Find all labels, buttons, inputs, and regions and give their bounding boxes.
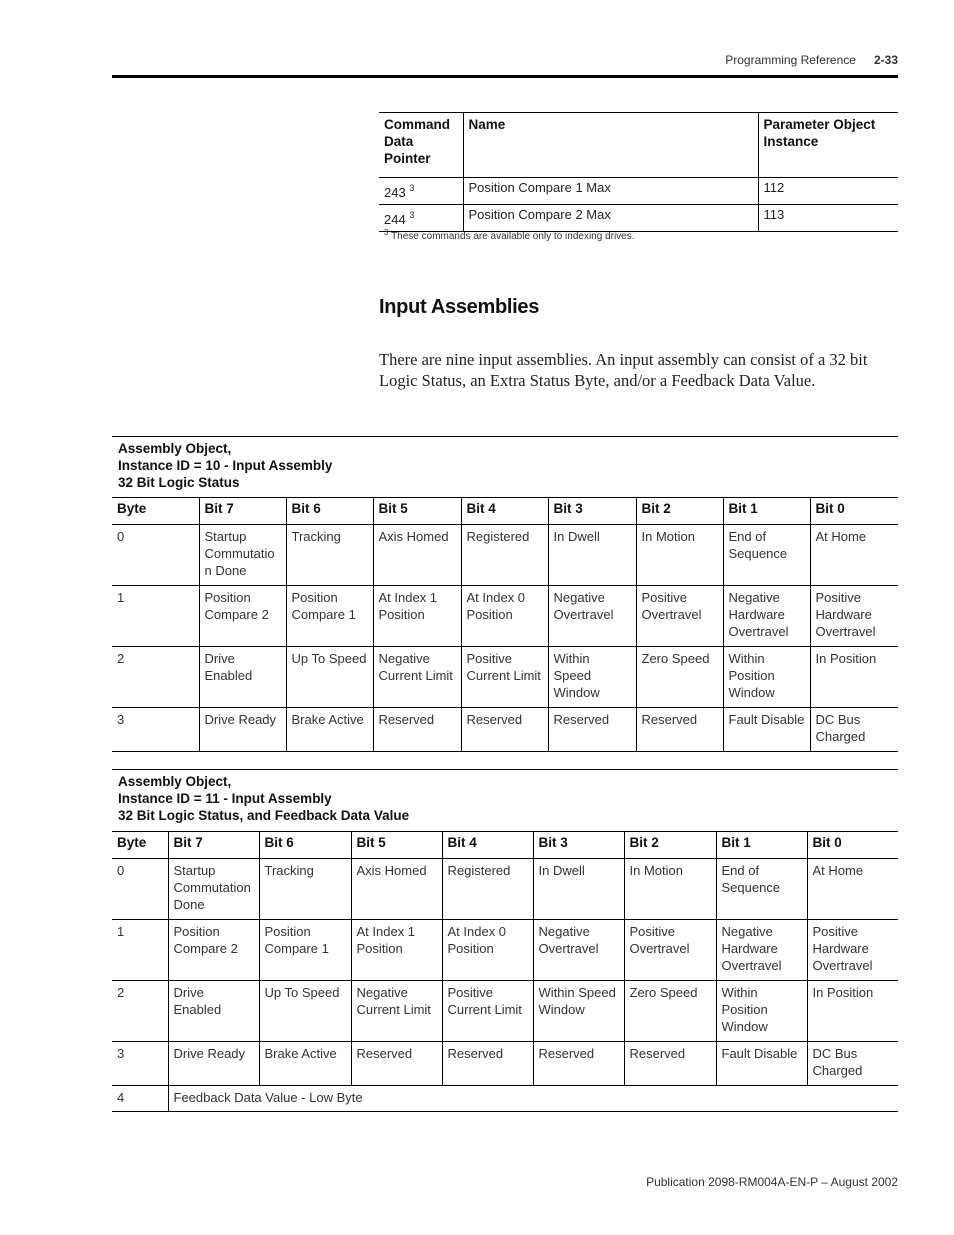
assembly-10-caption: Assembly Object, Instance ID = 10 - Input Assembly 32 Bit Logic Status	[112, 436, 898, 491]
col-header-bit1: Bit 1	[723, 498, 810, 525]
bit-cell: Zero Speed	[624, 981, 716, 1042]
bit-cell: At Home	[807, 859, 898, 920]
section-title: Input Assemblies	[379, 296, 540, 318]
assembly-10-table	[112, 497, 898, 752]
footnote-mark: 3	[409, 210, 415, 220]
bit-cell: Tracking	[286, 525, 373, 586]
table-row	[112, 586, 898, 647]
col-header-bit5: Bit 5	[351, 832, 442, 859]
table-row	[112, 981, 898, 1042]
bit-cell: Brake Active	[259, 1042, 351, 1086]
bit-cell: Positive Overtravel	[636, 586, 723, 647]
instance-cell: 113	[758, 205, 898, 232]
bit-cell: Negative Overtravel	[533, 920, 624, 981]
header-section: Programming Reference	[725, 53, 856, 67]
col-header-name: Name	[463, 113, 758, 178]
byte-cell: 2	[112, 647, 199, 708]
bit-cell: Reserved	[373, 708, 461, 752]
bit-cell: Axis Homed	[351, 859, 442, 920]
bit-cell: Negative Current Limit	[351, 981, 442, 1042]
col-header-bit5: Bit 5	[373, 498, 461, 525]
bit-cell: Registered	[442, 859, 533, 920]
bit-cell: Reserved	[548, 708, 636, 752]
table-row	[112, 920, 898, 981]
col-header-bit3: Bit 3	[548, 498, 636, 525]
page-number: 2-33	[873, 53, 898, 67]
assembly-11-caption: Assembly Object, Instance ID = 11 - Input Assembly 32 Bit Logic Status, and Feedback Data Value	[112, 769, 898, 824]
bit-cell: Within Speed Window	[548, 647, 636, 708]
bit-cell: Positive Current Limit	[442, 981, 533, 1042]
bit-cell: In Motion	[636, 525, 723, 586]
bit-cell: In Motion	[624, 859, 716, 920]
bit-cell: Within Position Window	[723, 647, 810, 708]
byte-cell: 0	[112, 525, 199, 586]
col-header-bit2: Bit 2	[624, 832, 716, 859]
byte-cell: 3	[112, 1042, 168, 1086]
col-header-bit6: Bit 6	[259, 832, 351, 859]
pointer-cell: 244 $^3$	[384, 210, 415, 227]
bit-cell: Negative Hardware Overtravel	[723, 586, 810, 647]
col-header-byte: Byte	[112, 498, 199, 525]
col-header-bit7: Bit 7	[199, 498, 286, 525]
table-row	[112, 1086, 898, 1112]
bit-cell: Brake Active	[286, 708, 373, 752]
bit-cell: Startup Commutatio n Done	[199, 525, 286, 586]
assembly-11-table	[112, 831, 898, 1112]
bit-cell: In Dwell	[548, 525, 636, 586]
bit-cell: Negative Current Limit	[373, 647, 461, 708]
bit-cell: Axis Homed	[373, 525, 461, 586]
bit-cell: Positive Overtravel	[624, 920, 716, 981]
header-rule	[112, 75, 898, 78]
bit-cell: In Position	[810, 647, 898, 708]
bit-cell: Reserved	[533, 1042, 624, 1086]
table-row	[112, 708, 898, 752]
table-row	[112, 1042, 898, 1086]
bit-cell: At Home	[810, 525, 898, 586]
bit-cell: Tracking	[259, 859, 351, 920]
bit-cell: Reserved	[351, 1042, 442, 1086]
bit-cell: In Dwell	[533, 859, 624, 920]
table-row	[112, 859, 898, 920]
bit-cell: Drive Enabled	[168, 981, 259, 1042]
bit-cell: Position Compare 2	[168, 920, 259, 981]
col-header-bit2: Bit 2	[636, 498, 723, 525]
bit-cell: Startup Commutation Done	[168, 859, 259, 920]
body-paragraph: There are nine input assemblies. An input assembly can consist of a 32 bit Logic Status, an Extra Status Byte, and/or a Feedback Data Value.	[379, 350, 868, 390]
bit-cell: Fault Disable	[723, 708, 810, 752]
bit-cell: Up To Speed	[259, 981, 351, 1042]
byte-cell: 2	[112, 981, 168, 1042]
bit-cell: End of Sequence	[716, 859, 807, 920]
bit-cell: Up To Speed	[286, 647, 373, 708]
bit-cell: At Index 1 Position	[351, 920, 442, 981]
feedback-cell: Feedback Data Value - Low Byte	[168, 1086, 898, 1112]
table-row	[112, 525, 898, 586]
bit-cell: Zero Speed	[636, 647, 723, 708]
publication-footer: Publication 2098-RM004A-EN-P – August 2002	[646, 1175, 898, 1189]
col-header-bit6: Bit 6	[286, 498, 373, 525]
bit-cell: Drive Enabled	[199, 647, 286, 708]
col-header-bit4: Bit 4	[442, 832, 533, 859]
pointer-cell: 243 $^3$	[379, 178, 463, 205]
bit-cell: Within Position Window	[716, 981, 807, 1042]
bit-cell: Drive Ready	[199, 708, 286, 752]
bit-cell: Position Compare 1	[259, 920, 351, 981]
bit-cell: Negative Hardware Overtravel	[716, 920, 807, 981]
bit-cell: End of Sequence	[723, 525, 810, 586]
bit-cell: DC Bus Charged	[807, 1042, 898, 1086]
col-header-instance: Parameter Object Instance	[758, 113, 898, 178]
bit-cell: Reserved	[636, 708, 723, 752]
bit-cell: Position Compare 1	[286, 586, 373, 647]
bit-cell: Positive Hardware Overtravel	[810, 586, 898, 647]
name-cell: Position Compare 1 Max	[463, 178, 758, 205]
bit-cell: Reserved	[461, 708, 548, 752]
col-header-bit0: Bit 0	[807, 832, 898, 859]
col-header-bit1: Bit 1	[716, 832, 807, 859]
running-header	[725, 53, 898, 67]
bit-cell: Positive Hardware Overtravel	[807, 920, 898, 981]
command-pointer-table	[379, 112, 898, 232]
bit-cell: Within Speed Window	[533, 981, 624, 1042]
bit-cell: Negative Overtravel	[548, 586, 636, 647]
table-row	[112, 647, 898, 708]
col-header-bit3: Bit 3	[533, 832, 624, 859]
byte-cell: 3	[112, 708, 199, 752]
table-footnote: $^3$ These commands are available only to indexing drives.	[384, 228, 635, 242]
name-cell: Position Compare 2 Max	[463, 205, 758, 232]
col-header-bit7: Bit 7	[168, 832, 259, 859]
footnote-mark: 3	[409, 183, 415, 193]
bit-cell: At Index 0 Position	[461, 586, 548, 647]
byte-cell: 0	[112, 859, 168, 920]
bit-cell: Drive Ready	[168, 1042, 259, 1086]
bit-cell: In Position	[807, 981, 898, 1042]
bit-cell: Positive Current Limit	[461, 647, 548, 708]
byte-cell: 4	[112, 1086, 168, 1112]
instance-cell: 112	[758, 178, 898, 205]
col-header-command-pointer: Command Data Pointer	[379, 113, 463, 178]
bit-cell: Fault Disable	[716, 1042, 807, 1086]
bit-cell: At Index 0 Position	[442, 920, 533, 981]
bit-cell: Position Compare 2	[199, 586, 286, 647]
col-header-bit4: Bit 4	[461, 498, 548, 525]
table-row	[379, 178, 898, 205]
byte-cell: 1	[112, 586, 199, 647]
bit-cell: Reserved	[624, 1042, 716, 1086]
bit-cell: At Index 1 Position	[373, 586, 461, 647]
col-header-byte: Byte	[112, 832, 168, 859]
bit-cell: Registered	[461, 525, 548, 586]
col-header-bit0: Bit 0	[810, 498, 898, 525]
bit-cell: DC Bus Charged	[810, 708, 898, 752]
bit-cell: Reserved	[442, 1042, 533, 1086]
byte-cell: 1	[112, 920, 168, 981]
